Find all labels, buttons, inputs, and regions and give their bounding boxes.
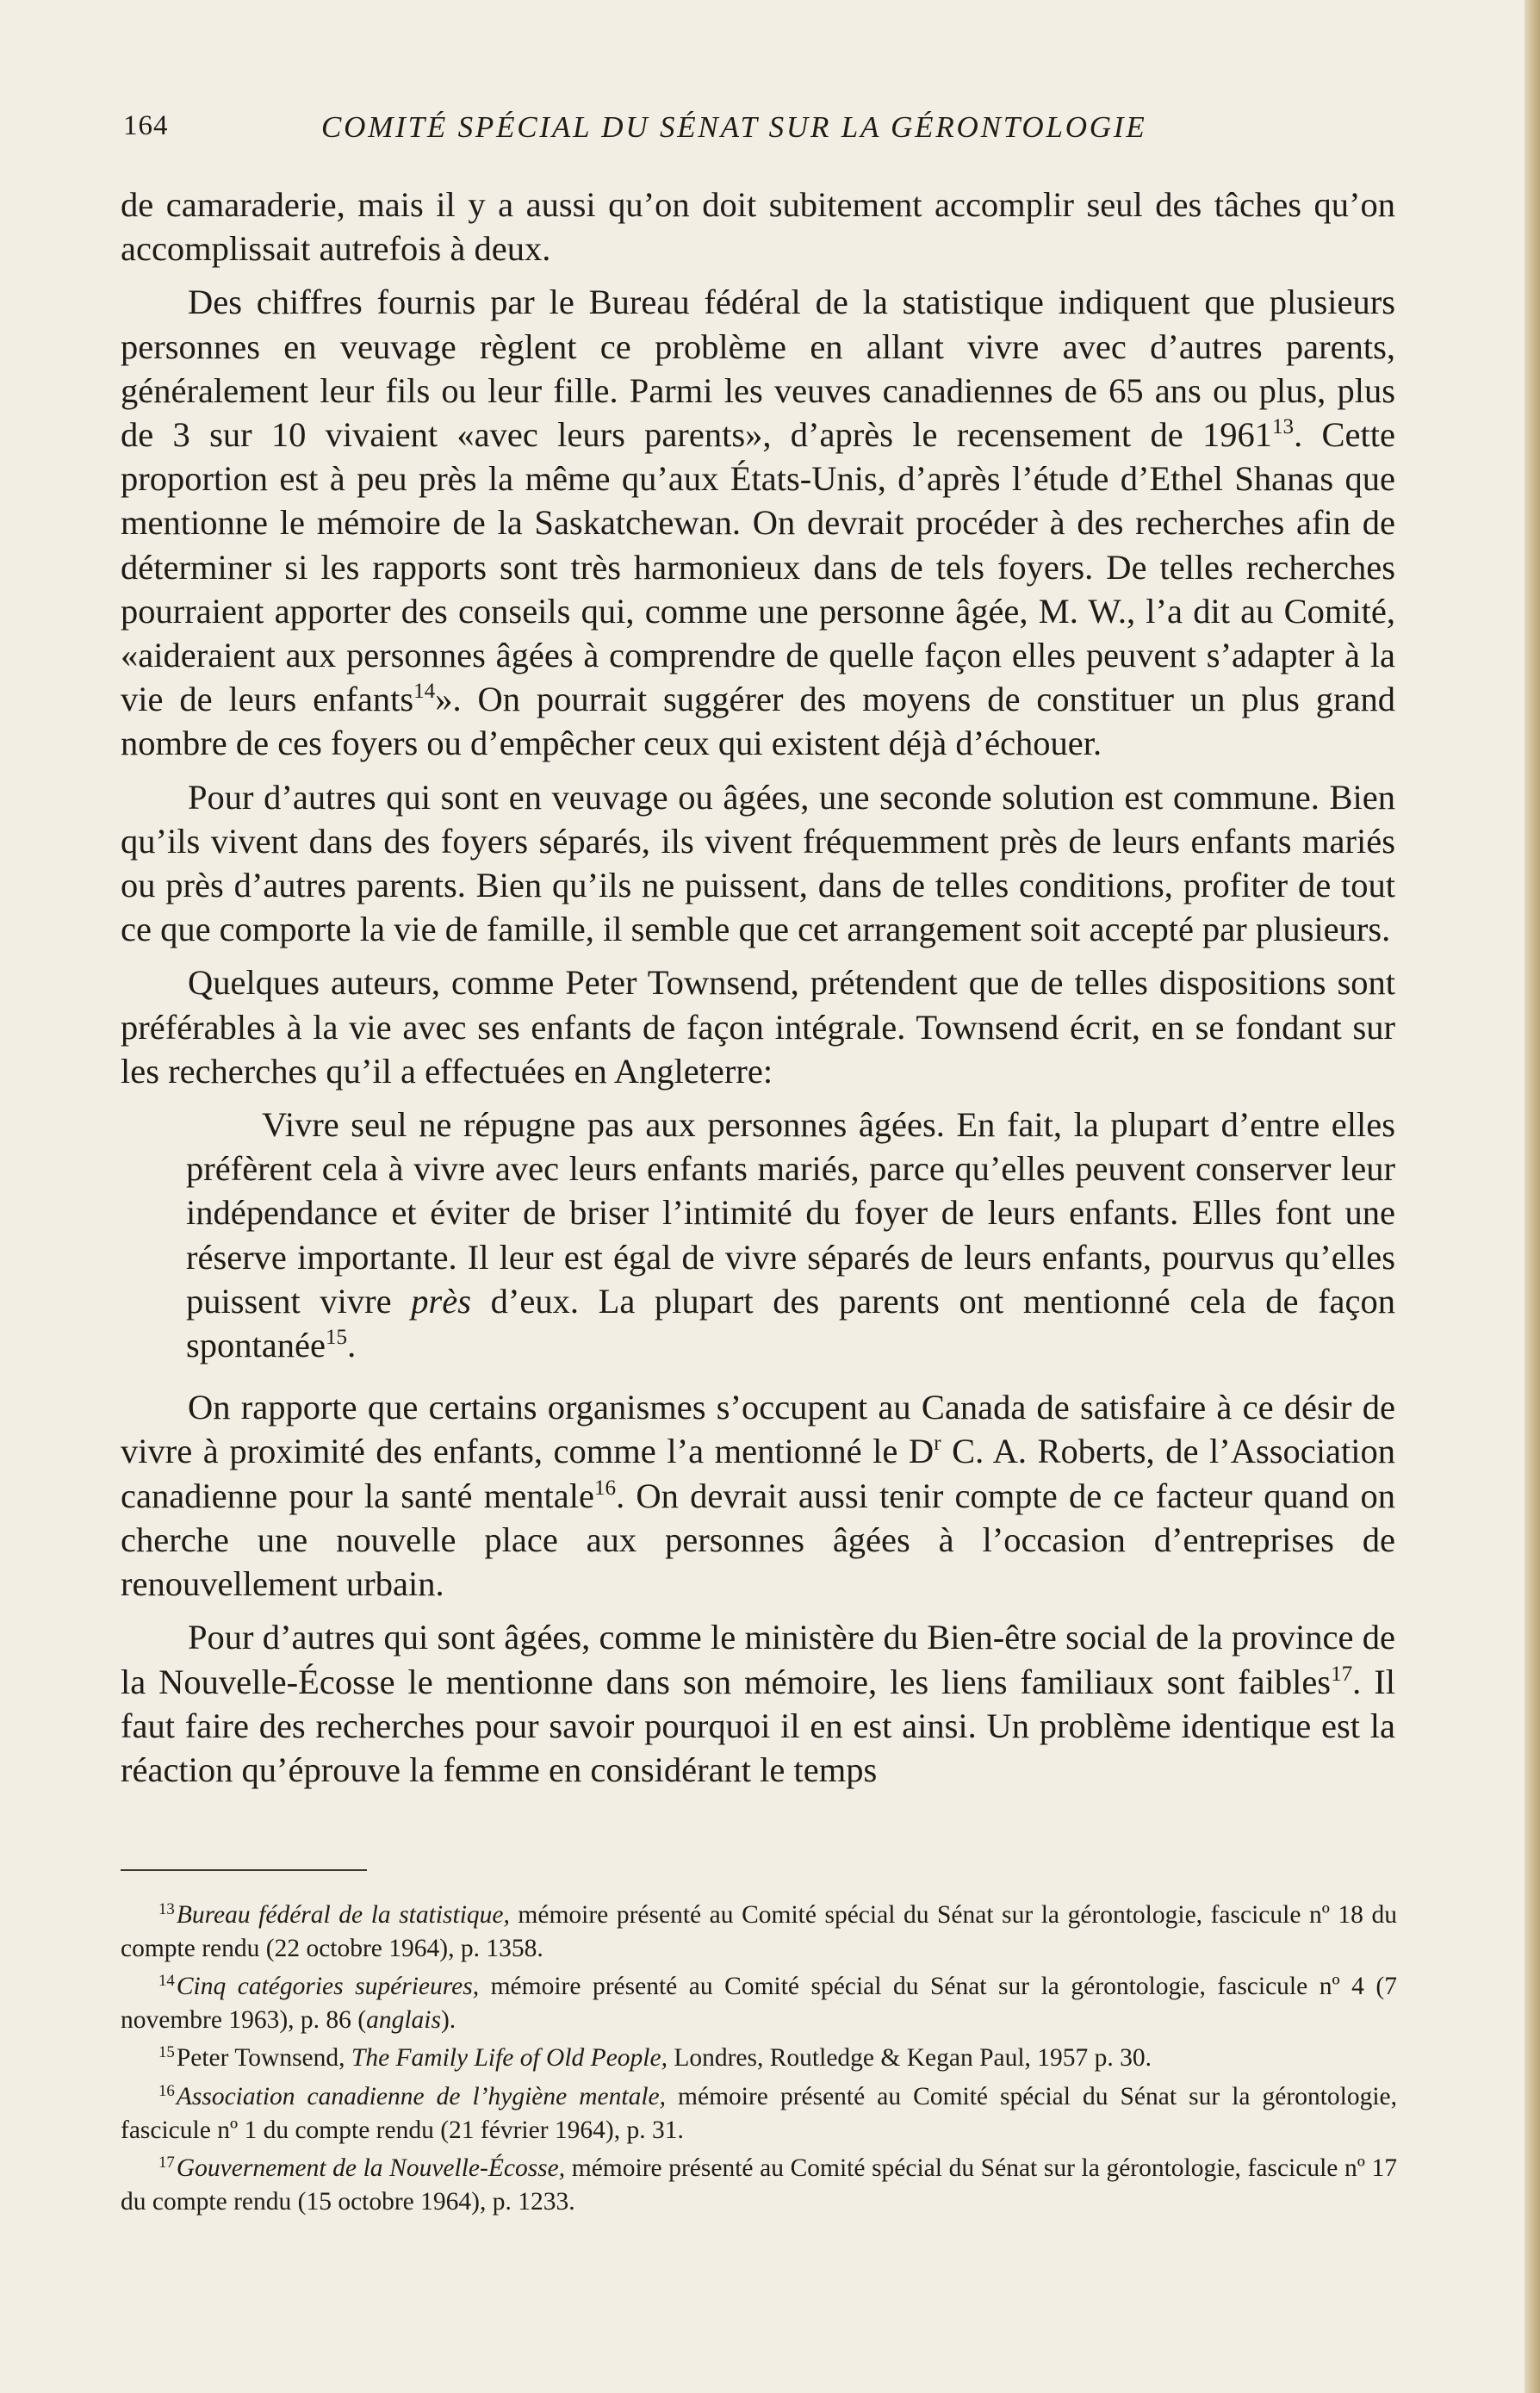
footnote-14: $^{14}$Cinq catégories supérieures, mémoire présenté au Comité spécial du Sénat sur la gérontologie, fascicule nº 4 (7 novembre 1963), p. 86 (anglais).	[121, 1971, 1397, 2034]
footnote-15: $^{15}$Peter Townsend, The Family Life of Old People, Londres, Routledge & Kegan Paul, 1957 p. 30.	[158, 2043, 1152, 2073]
block-quote: Vivre seul ne répugne pas aux personnes âgées. En fait, la plupart d’entre elles préfèrent cela à vivre avec leurs enfants mariés, parce qu’elles peuvent conserver leur indépendance et éviter de briser l’intimité du foyer de leurs enfants. Elles font une réserve importante. Il leur est égal de vivre séparés de leurs enfants, pourvus qu’elles puissent vivre près d’eux. La plupart des parents ont mentionné cela de façon spontanée$^{15}$.	[186, 1105, 1396, 1365]
footnote-13: $^{13}$Bureau fédéral de la statistique, mémoire présenté au Comité spécial du Sénat sur la gérontologie, fascicule nº 18 du compte rendu (22 octobre 1964), p. 1358.	[121, 1899, 1397, 1962]
footnote-ref-14: 14	[413, 680, 436, 704]
paragraph-4: Quelques auteurs, comme Peter Townsend, prétendent que de telles dispositions sont préférables à la vie avec ses enfants de façon intégrale. Townsend écrit, en se fondant sur les recherches qu’il a effectuées en Angleterre:	[121, 963, 1395, 1091]
footnote-ref-17: 17	[1331, 1662, 1353, 1686]
running-header	[123, 110, 1381, 158]
footnote-ref-13: 13	[1271, 414, 1295, 438]
footnote-16: $^{16}$Association canadienne de l’hygiène mentale, mémoire présenté au Comité spécial du Sénat sur la gérontologie, fascicule nº 1 du compte rendu (21 février 1964), p. 31.	[121, 2081, 1397, 2144]
page-number: 164	[123, 110, 169, 141]
footnotes	[121, 1899, 1397, 2223]
body-text	[121, 183, 1395, 1801]
paragraph-1: de camaraderie, mais il y a aussi qu’on doit subitement accomplir seul des tâches qu’on accomplissait autrefois à deux.	[121, 185, 1395, 269]
paragraph-2: Des chiffres fournis par le Bureau fédéral de la statistique indiquent que plusieurs personnes en veuvage règlent ce problème en allant vivre avec d’autres parents, généralement leur fils ou leur fille. Parmi les veuves canadiennes de 65 ans ou plus, plus de 3 sur 10 vivaient «avec leurs parents», d’après le recensement de 1961$^{13}$. Cette proportion est à peu près la même qu’aux États-Unis, d’après l’étude d’Ethel Shanas que mentionne le mémoire de la Saskatchewan. On devrait procéder à des recherches afin de déterminer si les rapports sont très harmonieux dans de tels foyers. De telles recherches pourraient apporter des conseils qui, comme une personne âgée, M. W., l’a dit au Comité, «aideraient aux personnes âgées à comprendre de quelle façon elles peuvent s’adapter à la vie de leurs enfants$^{14}$». On pourrait suggérer des moyens de constituer un plus grand nombre de ces foyers ou d’empêcher ceux qui existent déjà d’échouer.	[121, 283, 1395, 763]
paragraph-6: Pour d’autres qui sont âgées, comme le ministère du Bien-être social de la province de la Nouvelle-Écosse le mentionne dans son mémoire, les liens familiaux sont faibles$^{17}$. Il faut faire des recherches pour savoir pourquoi il en est ainsi. Un problème identique est la réaction qu’éprouve la femme en considérant le temps	[121, 1618, 1395, 1789]
paragraph-5: On rapporte que certains organismes s’occupent au Canada de satisfaire à ce désir de vivre à proximité des enfants, comme l’a mentionné le $D^r$ C. A. Roberts, de l’Association canadienne pour la santé mentale$^{16}$. On devrait aussi tenir compte de ce facteur quand on cherche une nouvelle place aux personnes âgées à l’occasion d’entreprises de renouvellement urbain.	[121, 1388, 1395, 1604]
page-edge	[1524, 0, 1540, 2393]
running-title: COMITÉ SPÉCIAL DU SÉNAT SUR LA GÉRONTOLOGIE	[321, 110, 1147, 144]
paragraph-3: Pour d’autres qui sont en veuvage ou âgées, une seconde solution est commune. Bien qu’ils vivent dans des foyers séparés, ils vivent fréquemment près de leurs enfants mariés ou près d’autres parents. Bien qu’ils ne puissent, dans de telles conditions, profiter de tout ce que comporte la vie de famille, il semble que cet arrangement soit accepté par plusieurs.	[121, 777, 1395, 949]
footnote-ref-16: 16	[593, 1476, 617, 1500]
footnote-17: $^{17}$Gouvernement de la Nouvelle-Écosse, mémoire présenté au Comité spécial du Sénat sur la gérontologie, fascicule nº 17 du compte rendu (15 octobre 1964), p. 1233.	[121, 2153, 1397, 2216]
footnote-separator	[121, 1869, 367, 1871]
footnote-ref-15: 15	[325, 1326, 348, 1350]
